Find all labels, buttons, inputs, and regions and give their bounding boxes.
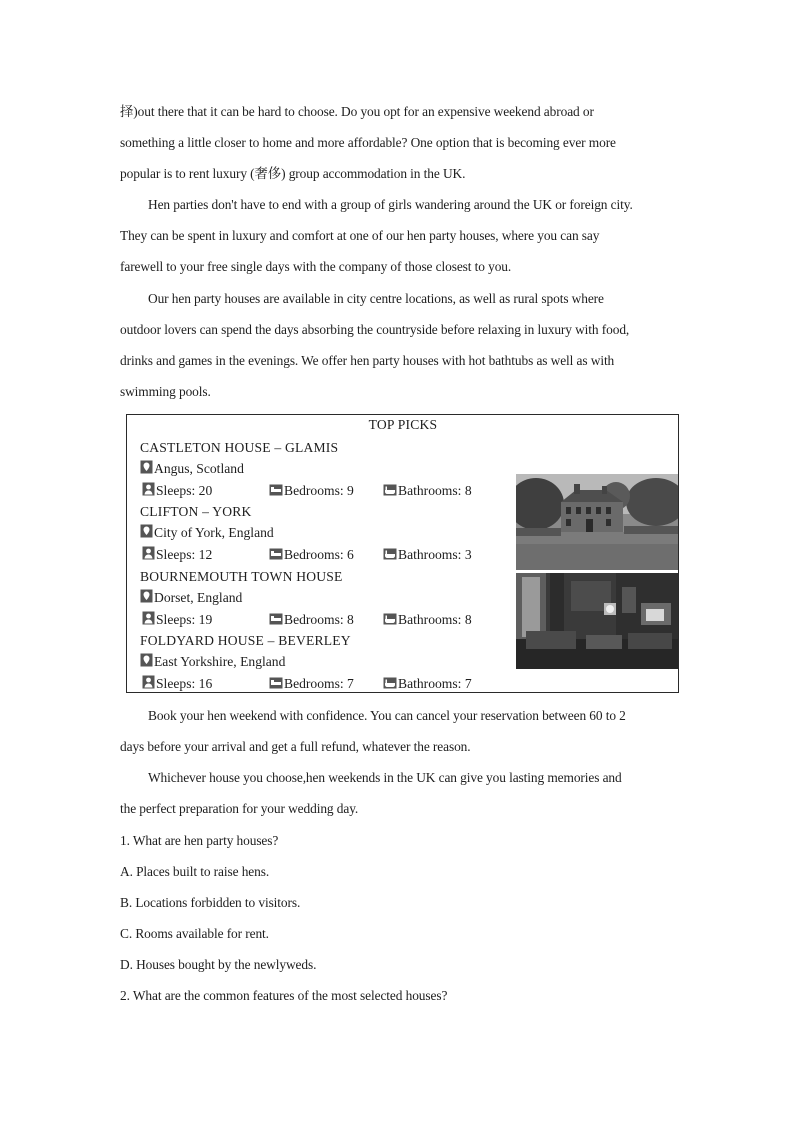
house-location	[140, 522, 500, 544]
house-exterior-photo	[516, 474, 678, 570]
sleeps-stat	[142, 544, 212, 566]
bedrooms-text: Bedrooms: 9	[284, 483, 354, 498]
sleeps-stat	[142, 609, 212, 631]
house-name: CLIFTON – YORK	[140, 504, 252, 519]
paragraph-closing	[120, 762, 666, 824]
sleeps-text: Sleeps: 12	[156, 547, 213, 562]
bedrooms-text: Bedrooms: 8	[284, 612, 354, 627]
text-line: Hen parties don't have to end with a group of girls wandering around the UK or foreign city.	[148, 197, 633, 212]
sleeps-stat	[142, 480, 212, 502]
sleeps-text: Sleeps: 19	[156, 612, 213, 627]
option-a: A. Places built to raise hens.	[120, 864, 270, 879]
bathrooms-stat	[383, 609, 472, 631]
text-line: They can be spent in luxury and comfort at one of our hen party houses, where you can say	[120, 228, 600, 243]
paragraph-locations	[120, 283, 666, 407]
bedrooms-text: Bedrooms: 6	[284, 547, 354, 562]
question-2: 2. What are the common features of the most selected houses?	[120, 988, 448, 1003]
house-location	[140, 458, 500, 480]
text-line: the perfect preparation for your wedding day.	[120, 801, 359, 816]
bathrooms-stat	[383, 544, 472, 566]
location-text: City of York, England	[154, 525, 274, 540]
bed-icon	[269, 545, 283, 566]
text-line: Book your hen weekend with confidence. You can cancel your reservation between 60 to 2	[148, 708, 626, 723]
option-d: D. Houses bought by the newlyweds.	[120, 957, 317, 972]
text-line: farewell to your free single days with the company of those closest to you.	[120, 259, 512, 274]
bedrooms-stat	[269, 480, 354, 502]
text-line: swimming pools.	[120, 384, 211, 399]
sleeps-text: Sleeps: 20	[156, 483, 213, 498]
question-1: 1. What are hen party houses?	[120, 833, 279, 848]
bed-icon	[269, 674, 283, 695]
option-b: B. Locations forbidden to visitors.	[120, 895, 301, 910]
intro-paragraph	[120, 96, 666, 189]
bathrooms-stat	[383, 673, 472, 695]
top-picks-title: TOP PICKS	[368, 417, 438, 432]
location-text: East Yorkshire, England	[154, 654, 286, 669]
house-name: CASTLETON HOUSE – GLAMIS	[140, 440, 339, 455]
person-icon	[142, 545, 155, 566]
house-stats	[140, 480, 500, 501]
person-icon	[142, 481, 155, 502]
text-line: Whichever house you choose,hen weekends in the UK can give you lasting memories and	[148, 770, 622, 785]
house-entry	[140, 566, 500, 630]
house-interior-photo	[516, 573, 678, 669]
sleeps-stat	[142, 673, 212, 695]
house-stats	[140, 609, 500, 630]
bedrooms-stat	[269, 673, 354, 695]
text-line: Our hen party houses are available in city centre locations, as well as rural spots where	[148, 291, 604, 306]
questions	[120, 825, 666, 1011]
bathtub-icon	[383, 674, 397, 695]
sleeps-text: Sleeps: 16	[156, 676, 213, 691]
bathtub-icon	[383, 610, 397, 631]
text-line: days before your arrival and get a full refund, whatever the reason.	[120, 739, 471, 754]
top-picks-box	[126, 414, 679, 693]
option-c: C. Rooms available for rent.	[120, 926, 269, 941]
bathrooms-text: Bathrooms: 8	[398, 483, 472, 498]
paragraph-booking	[120, 700, 666, 762]
person-icon	[142, 674, 155, 695]
location-pin-icon	[140, 523, 153, 545]
house-location	[140, 651, 500, 673]
house-entry	[140, 437, 500, 501]
person-icon	[142, 610, 155, 631]
bathtub-icon	[383, 481, 397, 502]
house-name: FOLDYARD HOUSE – BEVERLEY	[140, 633, 351, 648]
house-entry	[140, 630, 500, 694]
bathrooms-text: Bathrooms: 3	[398, 547, 472, 562]
location-pin-icon	[140, 652, 153, 674]
bedrooms-text: Bedrooms: 7	[284, 676, 354, 691]
bed-icon	[269, 610, 283, 631]
text-line: something a little closer to home and more affordable? One option that is becoming ever more	[120, 135, 616, 150]
house-stats	[140, 544, 500, 565]
location-text: Angus, Scotland	[154, 461, 244, 476]
location-pin-icon	[140, 588, 153, 610]
bathrooms-text: Bathrooms: 8	[398, 612, 472, 627]
text-line: outdoor lovers can spend the days absorbing the countryside before relaxing in luxury with food,	[120, 322, 630, 337]
text-line: 择)out there that it can be hard to choose. Do you opt for an expensive weekend abroad or	[120, 104, 594, 119]
house-location	[140, 587, 500, 609]
text-line: drinks and games in the evenings. We offer hen party houses with hot bathtubs as well as with	[120, 353, 615, 368]
bathrooms-stat	[383, 480, 472, 502]
bedrooms-stat	[269, 544, 354, 566]
location-pin-icon	[140, 459, 153, 481]
text-line: popular is to rent luxury (奢侈) group accommodation in the UK.	[120, 166, 466, 181]
location-text: Dorset, England	[154, 590, 243, 605]
house-stats	[140, 673, 500, 694]
bedrooms-stat	[269, 609, 354, 631]
bathrooms-text: Bathrooms: 7	[398, 676, 472, 691]
bed-icon	[269, 481, 283, 502]
bathtub-icon	[383, 545, 397, 566]
house-name: BOURNEMOUTH TOWN HOUSE	[140, 569, 343, 584]
house-entry	[140, 501, 500, 565]
paragraph-hen-parties	[120, 189, 666, 282]
